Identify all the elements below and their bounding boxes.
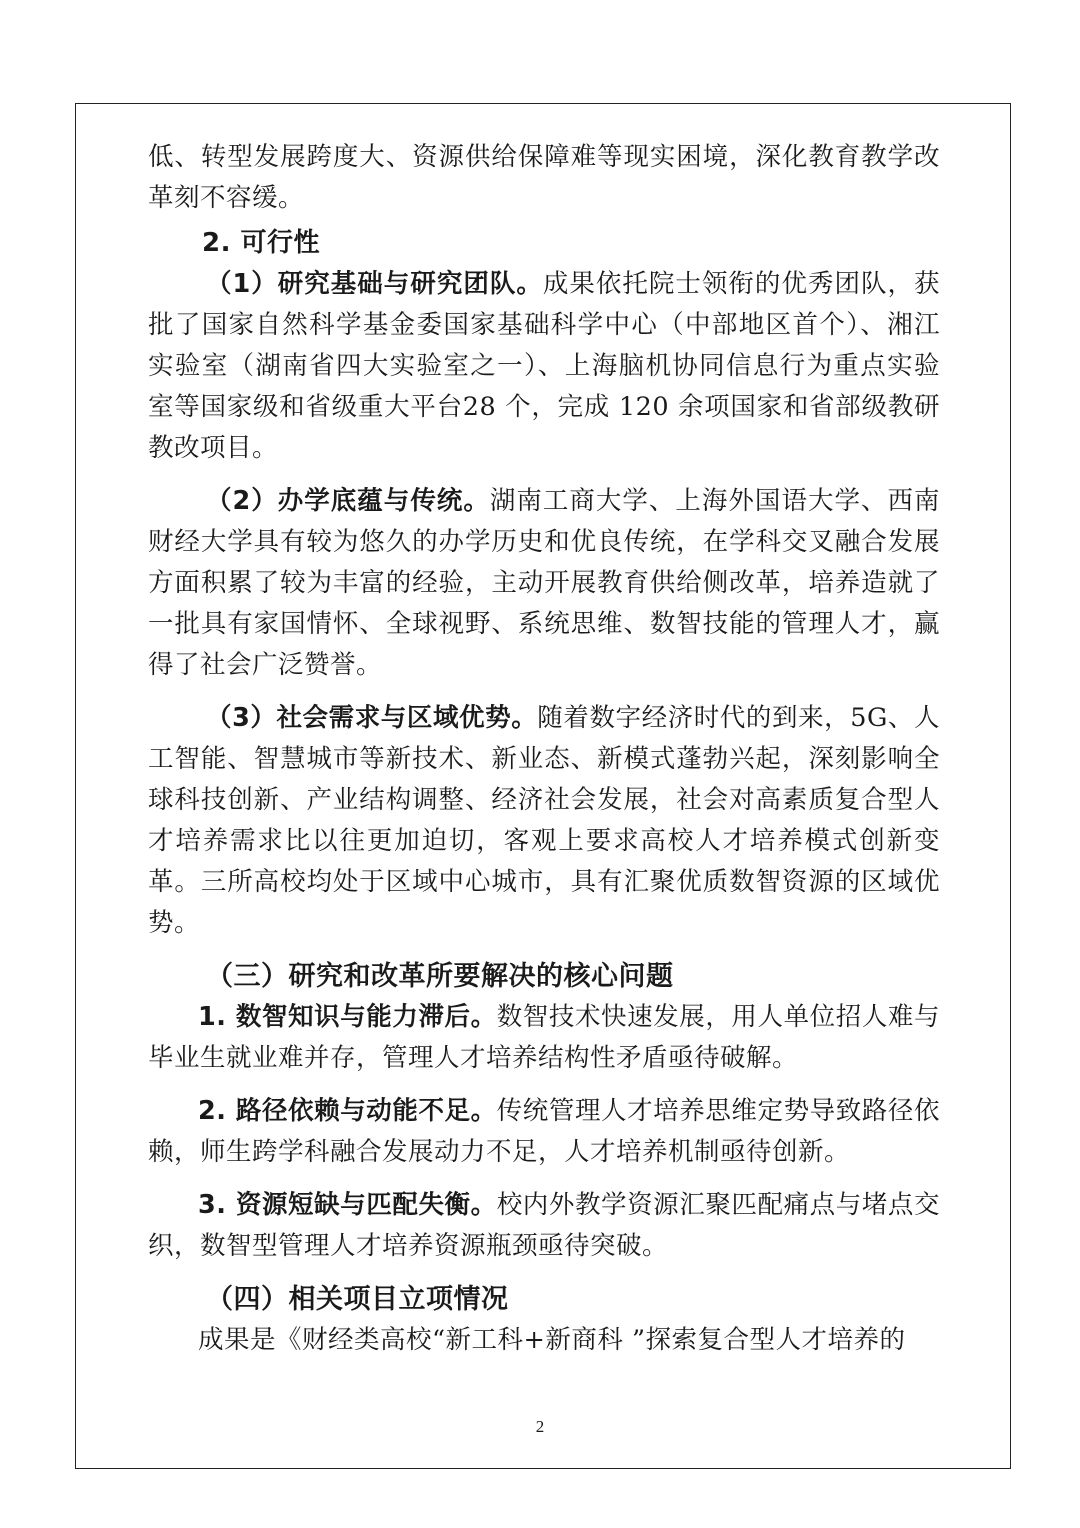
intro-paragraph: 低、转型发展跨度大、资源供给保障难等现实困境，深化教育教学改革刻不容缓。 (148, 142, 940, 213)
core-problem-3-text: 校内外教学资源汇聚匹配痛点与堵点交织，数智型管理人才培养资源瓶颈亟待突破。 (148, 1190, 940, 1261)
feasibility-item-2-label: （2）办学底蕴与传统。 (206, 486, 490, 516)
feasibility-item-1 (148, 264, 940, 469)
feasibility-item-2 (148, 481, 940, 686)
feasibility-item-1-text: 成果依托院士领衔的优秀团队，获批了国家自然科学基金委国家基础科学中心（中部地区首个）、湘江实验室（湖南省四大实验室之一）、上海脑机协同信息行为重点实验室等国家级和省级重大平台28 个，完成 120 余项国家和省部级教研教改项目。 (148, 269, 940, 463)
core-problem-2-label: 2. 路径依赖与动能不足。 (198, 1096, 497, 1126)
section-4-heading: （四）相关项目立项情况 (206, 1284, 509, 1315)
section-4-text: 成果是《财经类高校“新工科+新商科 ”探索复合型人才培养的 (198, 1325, 906, 1355)
document-body (148, 137, 940, 1361)
page-number: 2 (535, 1417, 545, 1436)
feasibility-item-3-text: 随着数字经济时代的到来，5G、人工智能、智慧城市等新技术、新业态、新模式蓬勃兴起，深刻影响全球科技创新、产业结构调整、经济社会发展，社会对高素质复合型人才培养需求比以往更加迫切，客观上要求高校人才培养模式创新变革。三所高校均处于区域中心城市，具有汇聚优质数智资源的区域优势。 (148, 703, 940, 938)
core-problem-2 (148, 1091, 940, 1173)
core-problem-3 (148, 1185, 940, 1267)
core-problem-2-text: 传统管理人才培养思维定势导致路径依赖，师生跨学科融合发展动力不足，人才培养机制亟待创新。 (148, 1096, 940, 1167)
feasibility-item-3-label: （3）社会需求与区域优势。 (206, 703, 538, 733)
core-problem-1-label: 1. 数智知识与能力滞后。 (198, 1002, 497, 1032)
feasibility-item-2-text: 湖南工商大学、上海外国语大学、西南财经大学具有较为悠久的办学历史和优良传统，在学科交叉融合发展方面积累了较为丰富的经验，主动开展教育供给侧改革，培养造就了一批具有家国情怀、全球视野、系统思维、数智技能的管理人才，赢得了社会广泛赞誉。 (148, 486, 940, 680)
section-3-heading: （三）研究和改革所要解决的核心问题 (206, 961, 674, 992)
feasibility-heading: 2. 可行性 (202, 228, 321, 258)
feasibility-item-3 (148, 698, 940, 944)
core-problem-1 (148, 997, 940, 1079)
core-problem-1-text: 数智技术快速发展，用人单位招人难与毕业生就业难并存，管理人才培养结构性矛盾亟待破解。 (148, 1002, 940, 1073)
feasibility-item-1-label: （1）研究基础与研究团队。 (206, 269, 543, 299)
core-problem-3-label: 3. 资源短缺与匹配失衡。 (198, 1190, 497, 1220)
